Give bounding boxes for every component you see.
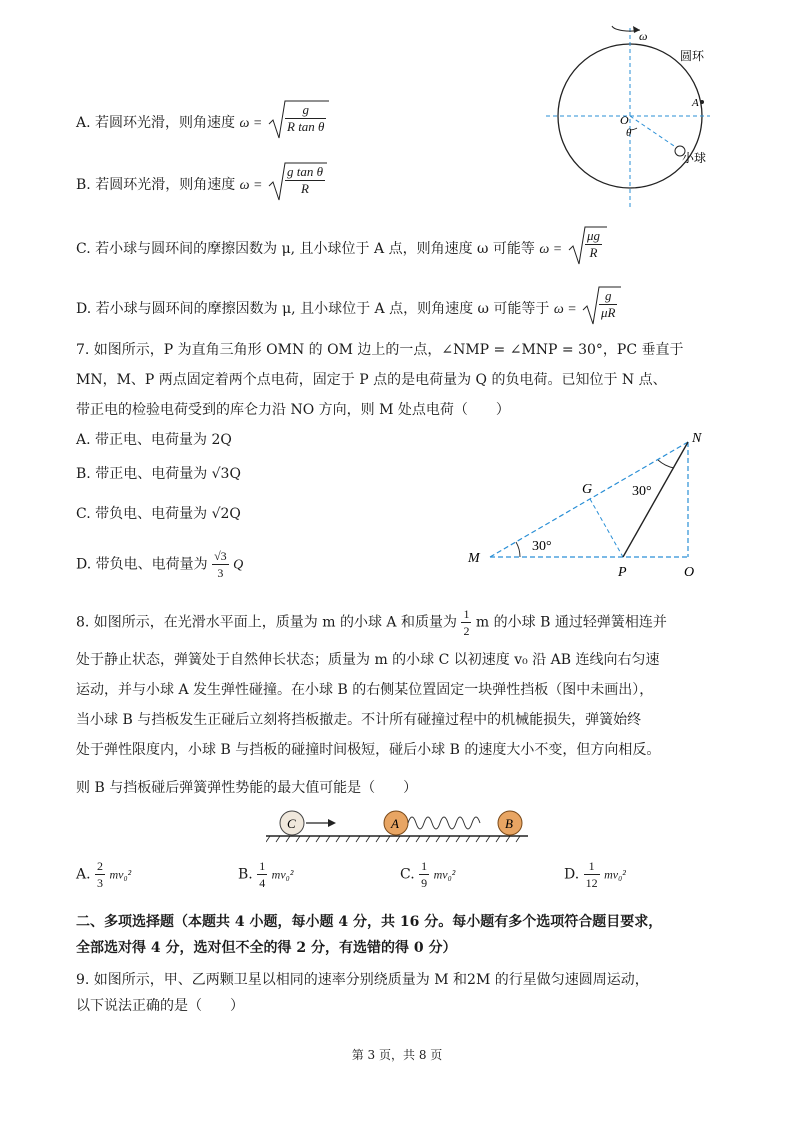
label-c: C bbox=[287, 816, 296, 831]
ring-figure bbox=[540, 20, 740, 216]
spring-icon bbox=[408, 817, 480, 829]
q8-option-d: D. $\frac{1}{12}$ mv₀² bbox=[564, 859, 626, 890]
section2-heading-line-1: 二、多项选择题（本题共 4 小题，每小题 4 分，共 16 分。每小题有多个选项符合题目要求， bbox=[76, 914, 663, 930]
label-b: B bbox=[505, 816, 513, 831]
q7-option-b: B. 带正电、电荷量为 √3Q bbox=[76, 466, 241, 482]
q6-option-a: A. 若圆环光滑，则角速度 ω = $\frac{g}{\text{R tan θ}}$ bbox=[76, 98, 331, 148]
q7-line-3: 带正电的检验电荷受到的库仑力沿 NO 方向，则 M 处点电荷（ ） bbox=[76, 402, 510, 418]
q8-option-b: B. $\frac{1}{4}$ mv₀² bbox=[238, 859, 294, 890]
q8-option-c: C. $\frac{1}{9}$ mv₀² bbox=[400, 859, 456, 890]
q7-line-2: MN，M、P 两点固定着两个点电荷，固定于 P 点的是电荷量为 Q 的负电荷。已知位于 N 点、 bbox=[76, 372, 667, 388]
label-p: P bbox=[618, 565, 627, 580]
angle-label-n: 30° bbox=[632, 484, 652, 499]
label-o: O bbox=[684, 565, 695, 580]
q7-option-c: C. 带负电、电荷量为 √2Q bbox=[76, 506, 241, 522]
label-n: N bbox=[692, 431, 702, 446]
q8-option-a: A. $\frac{2}{3}$ mv₀² bbox=[76, 859, 132, 890]
q8-line-4: 当小球 B 与挡板发生正碰后立刻将挡板撤走。不计所有碰撞过程中的机械能损失，弹簧始终 bbox=[76, 712, 642, 728]
side-mn bbox=[490, 442, 688, 557]
ground-hatching bbox=[266, 836, 520, 842]
page-number: 第 3 页，共 8 页 bbox=[351, 1048, 443, 1062]
sqrt-sign-icon: $\frac{g}{\text{R tan θ}}$ bbox=[267, 98, 331, 142]
q8-line-6: 则 B 与挡板碰后弹簧弹性势能的最大值可能是（ ） bbox=[76, 780, 418, 796]
q9-line-1: 9. 如图所示，甲、乙两颗卫星以相同的速率分别绕质量为 M 和2M 的行星做匀速圆周运动， bbox=[76, 972, 649, 988]
q6-option-b: B. 若圆环光滑，则角速度 ω = $\frac{\text{g tan θ}}{R}$ bbox=[76, 160, 329, 210]
q8-line-2: 处于静止状态，弹簧处于自然伸长状态；质量为 m 的小球 C 以初速度 v₀ 沿 AB 连线向右匀速 bbox=[76, 652, 660, 668]
label-theta: θ bbox=[626, 127, 632, 139]
q6-option-d: D. 若小球与圆环间的摩擦因数为 μ, 且小球位于 A 点，则角速度 ω 可能等于 ω = $\frac{g}{\mu R}$ bbox=[76, 284, 623, 334]
q8-line-3: 运动，并与小球 A 发生弹性碰撞。在小球 B 的右侧某位置固定一块弹性挡板（图中未画出）， bbox=[76, 682, 654, 698]
q7-option-a: A. 带正电、电荷量为 2Q bbox=[76, 432, 232, 448]
spring-figure bbox=[266, 806, 530, 844]
q6-option-c: C. 若小球与圆环间的摩擦因数为 μ, 且小球位于 A 点，则角速度 ω 可能等 ω = $\frac{\mu g}{R}$ bbox=[76, 224, 609, 274]
sqrt-sign-icon: $\frac{\mu g}{R}$ bbox=[567, 224, 609, 268]
label-ball: 小球 bbox=[682, 151, 707, 165]
label-m: M bbox=[468, 551, 480, 566]
label-a: A bbox=[692, 97, 699, 109]
sqrt-expression bbox=[267, 98, 331, 148]
angle-label-m: 30° bbox=[532, 539, 552, 554]
point-a-dot bbox=[700, 100, 704, 104]
section2-heading-line-2: 全部选对得 4 分，选对但不全的得 2 分，有选错的得 0 分） bbox=[76, 940, 457, 956]
q7-line-1: 7. 如图所示，P 为直角三角形 OMN 的 OM 边上的一点，∠NMP = ∠MNP = 30°，PC 垂直于 bbox=[76, 342, 684, 358]
label-g: G bbox=[582, 482, 593, 497]
perpendicular-pg bbox=[590, 499, 623, 557]
q8-line-1: 8. 如图所示，在光滑水平面上，质量为 m 的小球 A 和质量为 $\frac{1}{2}$ m 的小球 B 通过轻弹簧相连并 bbox=[76, 607, 667, 638]
label-omega: ω bbox=[639, 29, 648, 43]
label-ring: 圆环 bbox=[680, 49, 705, 63]
q8-line-5: 处于弹性限度内，小球 B 与挡板的碰撞时间极短，碰后小球 B 的速度大小不变，但方向相反。 bbox=[76, 742, 661, 758]
triangle-figure bbox=[460, 420, 720, 580]
omega-eq: ω = bbox=[239, 116, 263, 131]
label-a: A bbox=[391, 816, 399, 831]
sqrt-sign-icon: $\frac{g}{\mu R}$ bbox=[581, 284, 623, 328]
sqrt-sign-icon: $\frac{\text{g tan θ}}{R}$ bbox=[267, 160, 329, 204]
label-o: O bbox=[620, 113, 629, 127]
radius-line bbox=[630, 116, 677, 148]
q9-line-2: 以下说法正确的是（ ） bbox=[76, 998, 244, 1014]
segment-pn bbox=[623, 442, 688, 557]
q7-option-d: D. 带负电、电荷量为 $\frac{√3}{3}$ Q bbox=[76, 549, 244, 580]
